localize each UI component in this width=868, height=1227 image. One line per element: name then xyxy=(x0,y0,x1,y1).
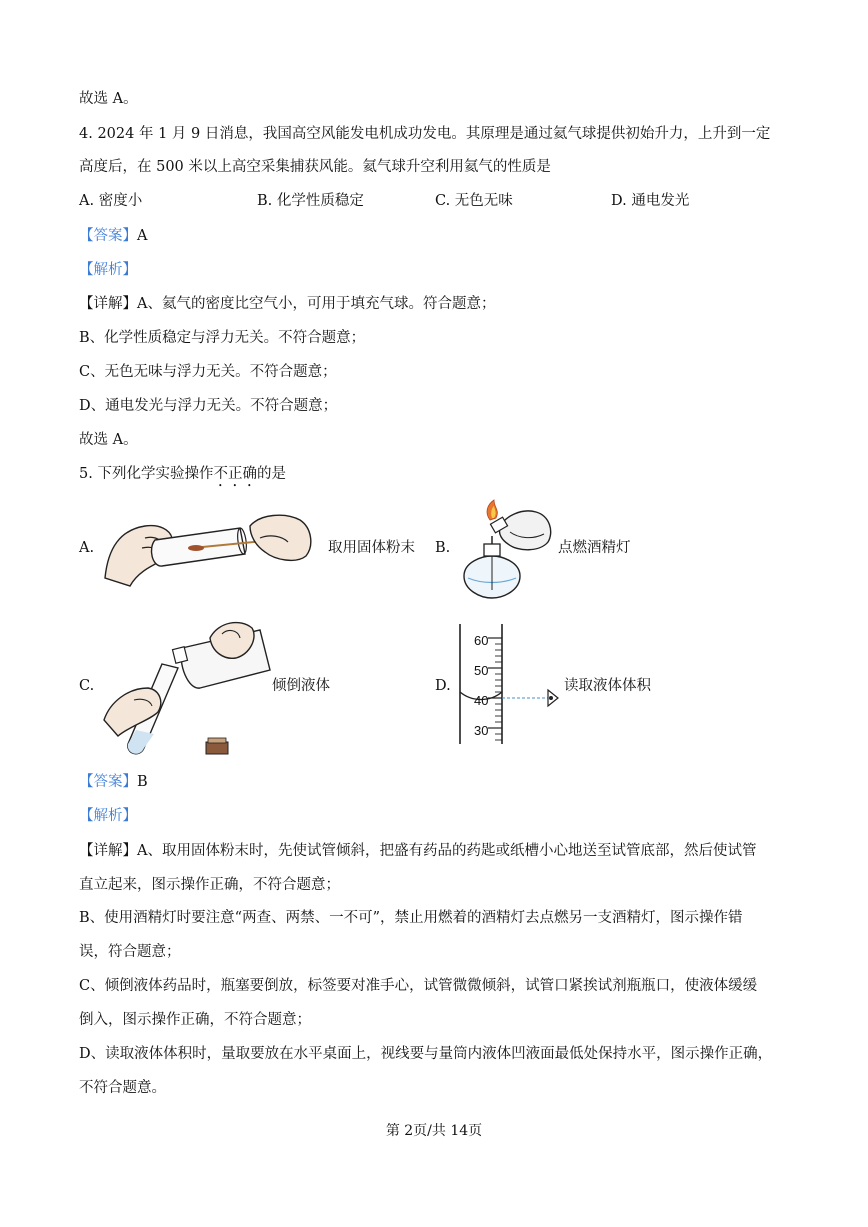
q5-stem xyxy=(79,464,286,490)
q5-detail-tag: 【详解】 xyxy=(79,843,137,859)
q5-stem-prefix: 5. 下列化学实验操作 xyxy=(79,466,214,482)
prev-conclusion: 故选 A。 xyxy=(79,91,138,107)
q4-detail-line1 xyxy=(79,294,495,314)
q5-answer-line xyxy=(79,772,148,792)
q4-detail-tag: 【详解】 xyxy=(79,296,137,312)
q5-option-d-caption: 读取液体体积 xyxy=(564,678,651,694)
q5-detail-1: 直立起来，图示操作正确，不符合题意； xyxy=(79,877,340,893)
q5-answer: B xyxy=(137,774,148,790)
q5-option-c-caption: 倾倒液体 xyxy=(272,678,330,694)
q5-option-d-letter: D. xyxy=(435,678,451,694)
q4-option-a: A. 密度小 xyxy=(79,193,143,209)
cylinder-tick-60: 60 xyxy=(474,633,489,648)
q4-detail-1: B、化学性质稳定与浮力无关。不符合题意； xyxy=(79,330,366,346)
q5-detail-3: 误，符合题意； xyxy=(79,944,181,960)
q4-detail-0: A、氦气的密度比空气小，可用于填充气球。符合题意； xyxy=(137,296,496,312)
q5-option-a-caption: 取用固体粉末 xyxy=(328,540,415,556)
q4-option-c: C. 无色无味 xyxy=(435,193,513,209)
q5-analysis-line xyxy=(79,806,137,826)
q5-option-b-letter: B. xyxy=(435,540,451,556)
q5-answer-tag: 【答案】 xyxy=(79,774,137,790)
alcohol-lamp-figure xyxy=(452,498,562,608)
q4-answer: A xyxy=(137,228,148,244)
q5-detail-4: C、倾倒液体药品时，瓶塞要倒放，标签要对准手心，试管微微倾斜，试管口紧挨试剂瓶瓶口，使液体缓缓 xyxy=(79,978,758,994)
q5-analysis-tag: 【解析】 xyxy=(79,808,137,824)
cylinder-tick-30: 30 xyxy=(474,723,489,738)
page-footer: 第 2页/共 14页 xyxy=(385,1123,483,1139)
q4-detail-2: C、无色无味与浮力无关。不符合题意； xyxy=(79,364,337,380)
q5-option-b-caption: 点燃酒精灯 xyxy=(558,540,631,556)
q4-analysis-tag: 【解析】 xyxy=(79,262,137,278)
powder-test-tube-figure xyxy=(100,508,325,588)
q4-option-b: B. 化学性质稳定 xyxy=(257,193,364,209)
q4-answer-line xyxy=(79,226,147,246)
q5-detail-7: 不符合题意。 xyxy=(79,1080,166,1096)
q5-option-c-letter: C. xyxy=(79,678,95,694)
q4-answer-tag: 【答案】 xyxy=(79,228,137,244)
q4-conclusion: 故选 A。 xyxy=(79,432,138,448)
q5-stem-suffix: 的是 xyxy=(256,466,286,482)
q5-option-a-letter: A. xyxy=(79,540,95,556)
q4-stem-line1: 4. 2024 年 1 月 9 日消息，我国高空风能发电机成功发电。其原理是通过氦气球提供初始升力，上升到一定 xyxy=(79,126,771,142)
q5-stem-emphasis: 不正确 xyxy=(213,466,257,482)
graduated-cylinder-figure xyxy=(452,622,567,747)
q4-stem-line2: 高度后，在 500 米以上高空采集捕获风能。氦气球升空利用氦气的性质是 xyxy=(79,159,551,175)
q5-detail-line1 xyxy=(79,841,756,861)
q4-option-d: D. 通电发光 xyxy=(611,193,690,209)
q4-analysis-line xyxy=(79,260,137,280)
cylinder-tick-50: 50 xyxy=(474,663,489,678)
q4-detail-3: D、通电发光与浮力无关。不符合题意； xyxy=(79,398,338,414)
q5-detail-2: B、使用酒精灯时要注意“两查、两禁、一不可”，禁止用燃着的酒精灯去点燃另一支酒精灯，图示操作错 xyxy=(79,910,743,926)
pouring-liquid-figure xyxy=(100,608,275,760)
q5-detail-5: 倒入，图示操作正确，不符合题意； xyxy=(79,1012,311,1028)
q5-detail-6: D、读取液体体积时，量取要放在水平桌面上，视线要与量筒内液体凹液面最低处保持水平，图示操作正确， xyxy=(79,1046,773,1062)
cylinder-tick-40: 40 xyxy=(474,693,489,708)
q5-detail-0: A、取用固体粉末时，先使试管倾斜，把盛有药品的药匙或纸槽小心地送至试管底部，然后使试管 xyxy=(137,843,757,859)
